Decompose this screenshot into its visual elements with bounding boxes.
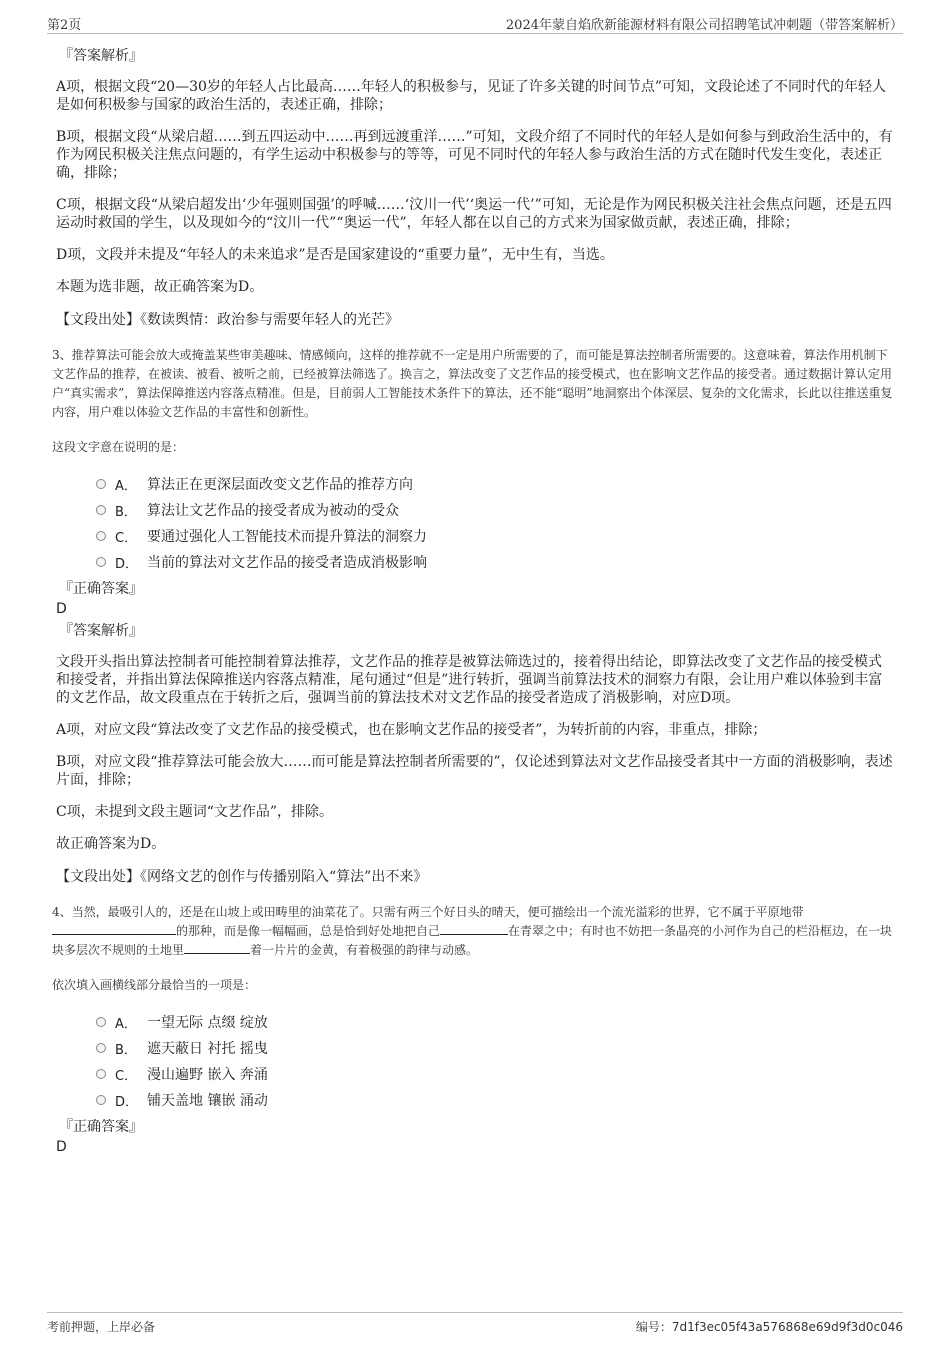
q2-source: 【文段出处】《数读舆情：政治参与需要年轻人的光芒》	[56, 312, 399, 328]
q4-option-d[interactable]	[96, 1087, 894, 1113]
q2-analysis-label: 『答案解析』	[59, 48, 143, 64]
document-code	[636, 1318, 903, 1335]
q3-prompt: 这段文字意在说明的是：	[52, 440, 185, 454]
q2-analysis-paragraph-b: B项，根据文段“从梁启超……到五四运动中……再到远渡重洋……”可知，文段介绍了不同时代的年轻人是如何参与到政治生活中的，有作为网民积极关注焦点问题的，有学生运动中积极参与的等等，可见不同时代的年轻人参与政治生活的方式在随时代发生变化，表述正确，排除；	[56, 129, 893, 181]
q3-analysis-label: 『答案解析』	[59, 623, 143, 639]
option-letter: A．	[115, 1016, 137, 1032]
q4-options	[96, 1009, 894, 1113]
q4-option-c[interactable]	[96, 1061, 894, 1087]
q2-analysis-paragraph-c: C项，根据文段“从梁启超发出‘少年强则国强’的呼喊……‘汶川一代’‘奥运一代’”可知，无论是作为网民积极关注社会焦点问题，还是五四运动时救国的学生，以及现如今的“汶川一代”“奥运一代”，年轻人都在以自己的方式来为国家做贡献，表述正确，排除；	[56, 197, 892, 231]
radio-icon[interactable]	[96, 557, 106, 567]
option-text: 漫山遍野 嵌入 奔涌	[147, 1067, 268, 1083]
q3-stem: 3、推荐算法可能会放大或掩盖某些审美趣味、情感倾向，这样的推荐就不一定是用户所需要的了，而可能是算法控制者所需要的。这意味着，算法作用机制下文艺作品的推荐，在被读、被看、被听之前，已经被算法筛选了。换言之，算法改变了文艺作品的接受模式，也在影响文艺作品的接受者。通过数据计算认定用户“真实需求”，算法保障推送内容落点精准。但是，目前弱人工智能技术条件下的算法，还不能“聪明”地洞察出个体深层、复杂的文化需求，长此以往推送重复内容，用户难以体验文艺作品的丰富性和创新性。	[52, 348, 893, 419]
q2-analysis-paragraph-d: D项，文段并未提及“年轻人的未来追求”是否是国家建设的“重要力量”，无中生有，当选。	[56, 247, 614, 263]
option-letter: B．	[115, 1042, 137, 1058]
q4-stem-part1: 4、当然，最吸引人的，还是在山坡上或田畴里的油菜花了。只需有两三个好日头的晴天，便可描绘出一个流光溢彩的世界，它不属于平原地带	[52, 905, 804, 919]
q2-analysis-conclusion: 本题为选非题，故正确答案为D。	[56, 279, 264, 295]
option-text: 算法让文艺作品的接受者成为被动的受众	[147, 503, 399, 519]
q3-option-c[interactable]	[96, 523, 894, 549]
option-letter: D．	[115, 1094, 139, 1110]
option-text: 当前的算法对文艺作品的接受者造成消极影响	[147, 555, 427, 571]
option-text: 要通过强化人工智能技术而提升算法的洞察力	[147, 529, 427, 545]
q4-correct-label: 『正确答案』	[59, 1119, 143, 1135]
code-value: 7d1f3ec05f43a576868e69d9f3d0c046	[671, 1320, 903, 1334]
option-text: 算法正在更深层面改变文艺作品的推荐方向	[147, 477, 413, 493]
fill-blank-2	[440, 923, 508, 935]
q3-analysis-c: C项，未提到文段主题词“文艺作品”，排除。	[56, 804, 334, 820]
q3-options	[96, 471, 894, 575]
q4-stem	[52, 903, 894, 960]
option-letter: D．	[115, 556, 139, 572]
option-text: 铺天盖地 镶嵌 涌动	[147, 1093, 268, 1109]
option-letter: A．	[115, 478, 137, 494]
q4-stem-part2: 的那种，而是像一幅幅画，总是恰到好处地把自己	[176, 924, 441, 938]
q3-analysis-a: A项，对应文段“算法改变了文艺作品的接受模式，也在影响文艺作品的接受者”，为转折前的内容，非重点，排除；	[56, 722, 767, 738]
q3-analysis-main: 文段开头指出算法控制者可能控制着算法推荐，文艺作品的推荐是被算法筛选过的，接着得出结论，即算法改变了文艺作品的接受模式和接受者，并指出算法保障推送内容落点精准，尾句通过“但是”进行转折，强调当前算法技术的洞察力有限，会让用户难以体验到丰富的文艺作品，故文段重点在于转折之后，强调当前的算法技术对文艺作品的接受者造成了消极影响，对应D项。	[56, 654, 883, 706]
radio-icon[interactable]	[96, 479, 106, 489]
footer-slogan: 考前押题，上岸必备	[47, 1320, 156, 1334]
radio-icon[interactable]	[96, 531, 106, 541]
radio-icon[interactable]	[96, 1095, 106, 1105]
page-number: 第2页	[47, 18, 82, 33]
document-body	[52, 46, 894, 1157]
q2-analysis-paragraph-a: A项，根据文段“20—30岁的年轻人占比最高……年轻人的积极参与，见证了许多关键的时间节点”可知，文段论述了不同时代的年轻人是如何积极参与国家的政治生活的，表述正确，排除；	[56, 79, 887, 113]
radio-icon[interactable]	[96, 1069, 106, 1079]
fill-blank-3	[184, 942, 250, 954]
q3-option-a[interactable]	[96, 471, 894, 497]
page-footer	[47, 1312, 903, 1334]
q4-option-a[interactable]	[96, 1009, 894, 1035]
fill-blank-1	[52, 923, 176, 935]
radio-icon[interactable]	[96, 1017, 106, 1027]
option-letter: C．	[115, 1068, 138, 1084]
radio-icon[interactable]	[96, 505, 106, 515]
q3-correct-label: 『正确答案』	[59, 581, 143, 597]
q4-correct-value: D	[56, 1139, 67, 1155]
q3-correct-value: D	[56, 601, 67, 617]
option-letter: C．	[115, 530, 138, 546]
q3-analysis-b: B项，对应文段“推荐算法可能会放大……而可能是算法控制者所需要的”，仅论述到算法对文艺作品接受者其中一方面的消极影响，表述片面，排除；	[56, 754, 893, 788]
code-label: 编号：	[635, 1320, 672, 1334]
option-text: 遮天蔽日 衬托 摇曳	[147, 1041, 268, 1057]
document-title: 2024年蒙自焰欣新能源材料有限公司招聘笔试冲刺题（带答案解析）	[505, 18, 903, 33]
q4-option-b[interactable]	[96, 1035, 894, 1061]
option-letter: B．	[115, 504, 137, 520]
q3-analysis-conclusion: 故正确答案为D。	[56, 836, 166, 852]
q4-stem-part3: 在青翠之中；有时也不妨把一条晶亮的小河作为自己的栏沿框边，在一块块多层次不规则的土地里	[52, 924, 893, 957]
q4-stem-part4: 着一片片的金黄，有着极强的韵律与动感。	[250, 943, 479, 957]
option-text: 一望无际 点缀 绽放	[147, 1015, 268, 1031]
radio-icon[interactable]	[96, 1043, 106, 1053]
q3-source: 【文段出处】《网络文艺的创作与传播别陷入“算法”出不来》	[56, 869, 428, 885]
q4-prompt: 依次填入画横线部分最恰当的一项是：	[52, 978, 257, 992]
page-header	[47, 10, 903, 34]
q3-option-d[interactable]	[96, 549, 894, 575]
q3-option-b[interactable]	[96, 497, 894, 523]
